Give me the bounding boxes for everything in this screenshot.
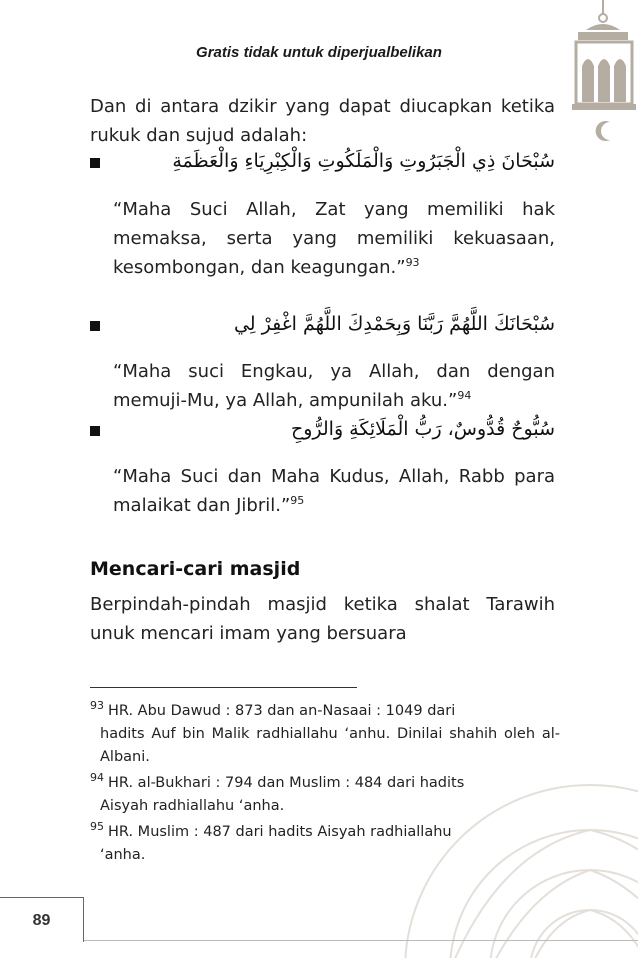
footnote-divider [90,687,357,688]
footnote-93 [90,700,560,769]
footnote-text-cont: ‘anha. [100,847,146,863]
footnote-text-cont: Aisyah radhiallahu ‘anha. [100,798,285,814]
footnote-text: HR. Muslim : 487 dari hadits Aisyah radhiallahu [108,824,452,840]
footnote-95 [90,821,560,867]
intro-paragraph: Dan di antara dzikir yang dapat diucapkan ketika rukuk dan sujud adalah: [90,96,555,146]
footnote-text-cont: hadits Auf bin Malik radhiallahu ‘anhu. Dinilai shahih oleh al-Albani. [100,726,560,765]
footnote-text: HR. al-Bukhari : 794 dan Muslim : 484 dari hadits [108,775,465,791]
dzikir-3-text: “Maha Suci dan Maha Kudus, Allah, Rabb para malaikat dan Jibril.” [113,466,555,516]
footnote-ref-95[interactable]: 95 [290,494,305,507]
footnote-ref-93[interactable]: 93 [405,256,420,269]
arabic-dzikir-1: سُبْحَانَ ذِي الْجَبَرُوتِ وَالْمَلَكُوتِ وَالْكِبْرِيَاءِ وَالْعَظَمَةِ [172,150,555,172]
footnote-number: 94 [90,771,104,785]
footnote-94 [90,772,560,818]
dzikir-1-translation [113,195,555,282]
page-number: 89 [0,897,84,942]
dzikir-3-translation [113,462,555,520]
dzikir-2-translation [113,357,555,415]
page-footer-rule [84,940,638,941]
dzikir-2-text: “Maha suci Engkau, ya Allah, dan dengan memuji-Mu, ya Allah, ampunilah aku.” [113,361,555,411]
footnote-number: 95 [90,820,104,834]
footnote-number: 93 [90,699,104,713]
footnote-ref-94[interactable]: 94 [457,389,472,402]
footnote-text: HR. Abu Dawud : 873 dan an-Nasaai : 1049 dari [108,703,456,719]
arabic-dzikir-3: سُبُّوحٌ قُدُّوسٌ، رَبُّ الْمَلَائِكَةِ وَالرُّوحِ [290,418,555,440]
running-header: Gratis tidak untuk diperjualbelikan [196,44,442,61]
section-paragraph: Berpindah-pindah masjid ketika shalat Tarawih unuk mencari imam yang bersuara [90,594,555,644]
section-heading: Mencari-cari masjid [90,558,301,580]
dzikir-1-text: “Maha Suci Allah, Zat yang memiliki hak memaksa, serta yang memiliki kekuasaan, kesombongan, dan keagungan.” [113,199,555,278]
mosque-ornament [558,0,638,150]
arabic-dzikir-2: سُبْحَانَكَ اللَّهُمَّ رَبَّنَا وَبِحَمْدِكَ اللَّهُمَّ اغْفِرْ لِي [233,313,555,335]
